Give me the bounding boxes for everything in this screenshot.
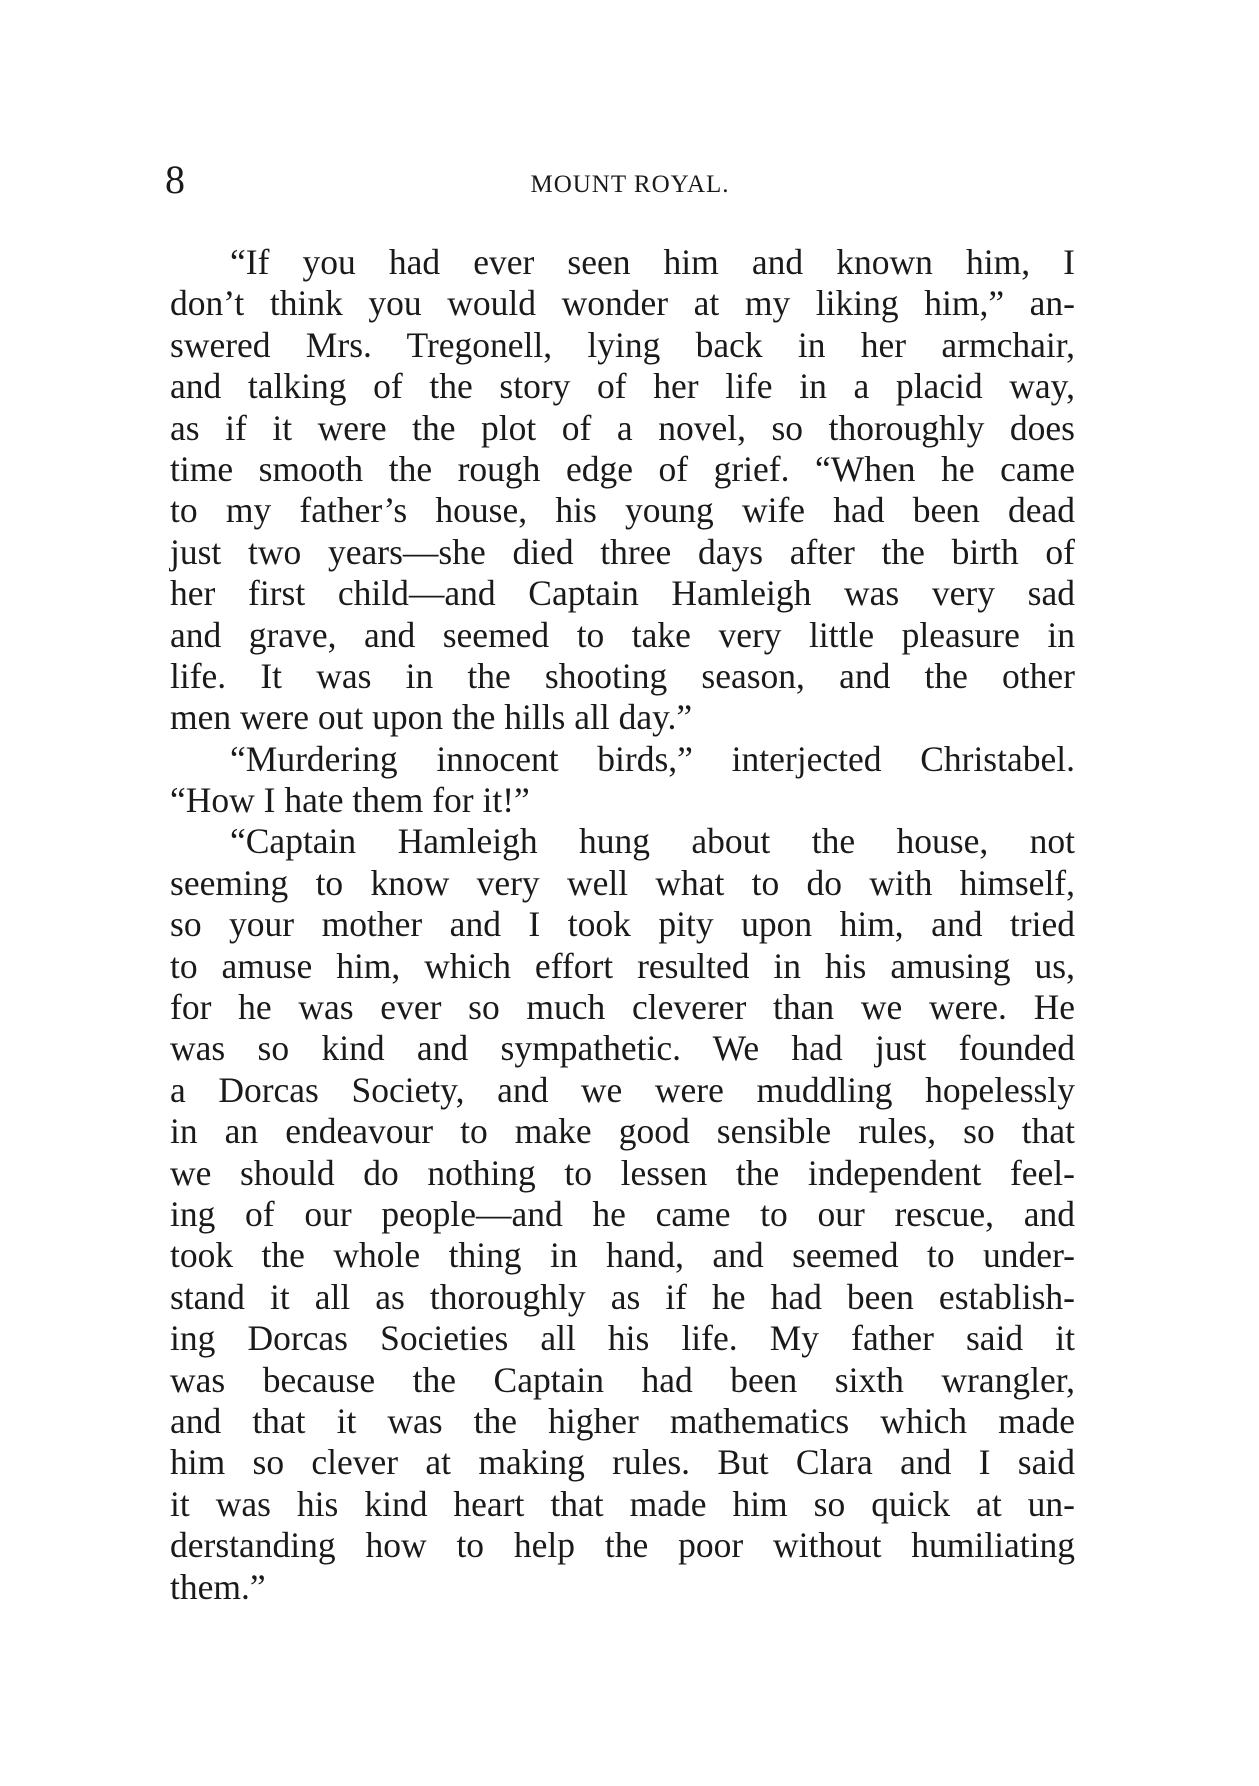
- body-text: [170, 242, 1075, 1608]
- text-line: just two years—she died three days after the birth of: [170, 531, 1075, 572]
- text-line: “If you had ever seen him and known him, I: [230, 242, 1075, 282]
- text-line: and grave, and seemed to take very little pleasure in: [170, 614, 1075, 655]
- text-line: swered Mrs. Tregonell, lying back in her armchair,: [170, 324, 1075, 365]
- text-line: derstanding how to help the poor without humiliating: [170, 1525, 1075, 1566]
- text-line: don’t think you would wonder at my liking him,” an-: [170, 283, 1075, 324]
- text-line: and that it was the higher mathematics which made: [170, 1400, 1075, 1441]
- text-line: ing Dorcas Societies all his life. My father said it: [170, 1318, 1075, 1359]
- text-line: them.”: [170, 1566, 266, 1607]
- text-line: in an endeavour to make good sensible rules, so that: [170, 1111, 1075, 1152]
- text-line: and talking of the story of her life in a placid way,: [170, 366, 1075, 407]
- text-line: to amuse him, which effort resulted in his amusing us,: [170, 945, 1075, 986]
- text-line: men were out upon the hills all day.”: [170, 697, 693, 738]
- text-line: was so kind and sympathetic. We had just founded: [170, 1028, 1075, 1069]
- text-line: him so clever at making rules. But Clara and I said: [170, 1442, 1075, 1483]
- text-line: “How I hate them for it!”: [170, 780, 530, 821]
- running-head: MOUNT ROYAL.: [530, 171, 730, 198]
- text-line: “Captain Hamleigh hung about the house, not: [230, 821, 1075, 862]
- text-line: life. It was in the shooting season, and the other: [170, 655, 1075, 696]
- text-line: “Murdering innocent birds,” interjected Christabel.: [230, 738, 1075, 779]
- text-line: as if it were the plot of a novel, so thoroughly does: [170, 407, 1075, 448]
- text-line: her first child—and Captain Hamleigh was very sad: [170, 573, 1075, 614]
- text-line: we should do nothing to lessen the independent feel-: [170, 1152, 1075, 1193]
- text-line: stand it all as thoroughly as if he had been establish-: [170, 1276, 1075, 1317]
- text-line: to my father’s house, his young wife had been dead: [170, 490, 1075, 531]
- text-line: ing of our people—and he came to our rescue, and: [170, 1193, 1075, 1234]
- text-line: for he was ever so much cleverer than we were. He: [170, 987, 1075, 1028]
- text-line: was because the Captain had been sixth wrangler,: [170, 1359, 1075, 1400]
- page-number: 8: [165, 157, 185, 202]
- text-line: it was his kind heart that made him so quick at un-: [170, 1483, 1075, 1524]
- text-line: a Dorcas Society, and we were muddling hopelessly: [170, 1069, 1075, 1110]
- text-line: time smooth the rough edge of grief. “When he came: [170, 448, 1075, 489]
- text-line: seeming to know very well what to do with himself,: [170, 862, 1075, 903]
- text-line: so your mother and I took pity upon him, and tried: [170, 904, 1075, 945]
- text-line: took the whole thing in hand, and seemed to under-: [170, 1235, 1075, 1276]
